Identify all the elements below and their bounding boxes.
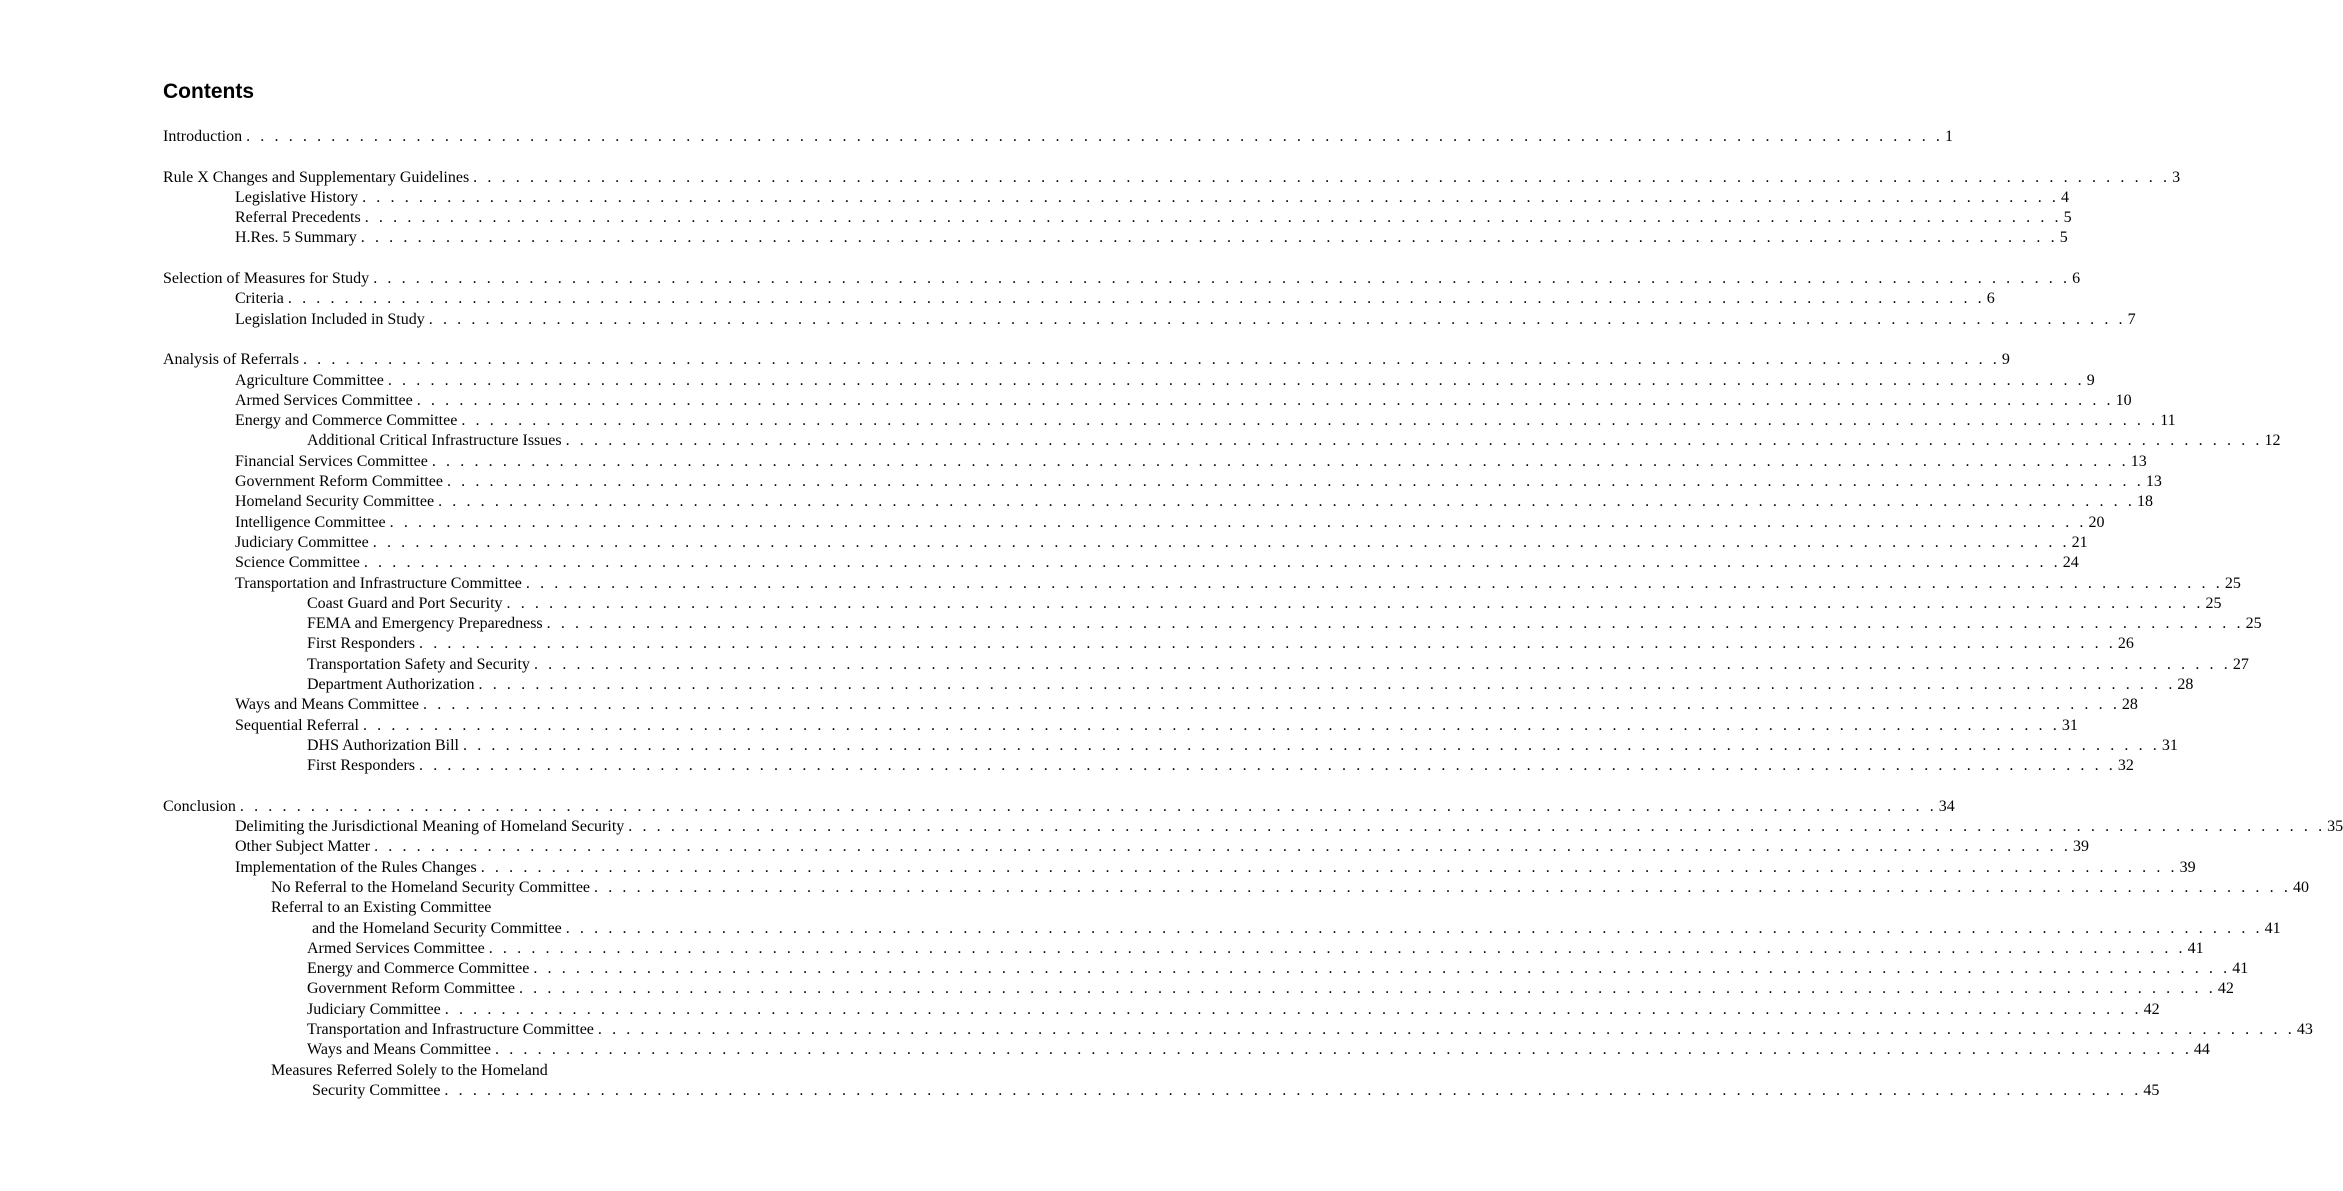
toc-entry[interactable] (163, 289, 1995, 309)
toc-entry-page-number: 39 (2072, 838, 2089, 856)
toc-entry-page-number: 31 (2161, 736, 2178, 754)
toc-entry-page-number: 45 (2143, 1081, 2160, 1099)
toc-entry-page-number: 39 (2179, 858, 2196, 876)
toc-entry-title: Legislative History (235, 188, 359, 206)
dot-leader: . . . . . . . . . . . . . . . . . . . . . . . . . . . . . . . . . . . . . . . . . . . . . . . . . . . . . . . . . . . . . . . . . . . . . . . . . . . . . . . . . . . . . . . . . . . . . . . . . . . . . . . . . . . . . . . . . . . . . . . . (461, 412, 2159, 430)
toc-entry-title: Implementation of the Rules Changes (235, 858, 477, 876)
toc-entry-page-number: 41 (2187, 939, 2204, 957)
dot-leader: . . . . . . . . . . . . . . . . . . . . . . . . . . . . . . . . . . . . . . . . . . . . . . . . . . . . . . . . . . . . . . . . . . . . . . . . . . . . . . . . . . . . . . . . . . . . . . . . . . . . . . . . . . . . . . . . . . . . . . . . (597, 1021, 2295, 1039)
toc-entry-page-number: 25 (2205, 594, 2222, 612)
toc-entry[interactable] (163, 837, 2089, 857)
toc-entry-page-number: 6 (2072, 270, 2081, 288)
dot-leader: . . . . . . . . . . . . . . . . . . . . . . . . . . . . . . . . . . . . . . . . . . . . . . . . . . . . . . . . . . . . . . . . . . . . . . . . . . . . . . . . . . . . . . . . . . . . . . . . . . . . . . . . . . . . . . . . . . . . . . . . (419, 635, 2116, 653)
toc-entry-title: Referral Precedents (235, 209, 361, 227)
dot-leader: . . . . . . . . . . . . . . . . . . . . . . . . . . . . . . . . . . . . . . . . . . . . . . . . . . . . . . . . . . . . . . . . . . . . . . . . . . . . . . . . . . . . . . . . . . . . . . . . . . . . . . . . . . . . . . . . . . . . . . . . (363, 554, 2061, 572)
contents-heading: Contents (163, 80, 254, 103)
dot-leader: . . . . . . . . . . . . . . . . . . . . . . . . . . . . . . . . . . . . . . . . . . . . . . . . . . . . . . . . . . . . . . . . . . . . . . . . . . . . . . . . . . . . . . . . . . . . . . . . . . . . . . . . . . . . . . . . . . . . . . . . (419, 757, 2116, 775)
toc-entry[interactable] (163, 492, 2153, 512)
toc-entry-title: No Referral to the Homeland Security Committee (271, 878, 591, 896)
toc-entry-page-number: 9 (2086, 371, 2095, 389)
toc-entry-page-number: 34 (1938, 797, 1955, 815)
dot-leader: . . . . . . . . . . . . . . . . . . . . . . . . . . . . . . . . . . . . . . . . . . . . . . . . . . . . . . . . . . . . . . . . . . . . . . . . . . . . . . . . . . . . . . . . . . . . . . . . . . . . . . . . . . . . . . . . . . . . . . . . (364, 209, 2062, 227)
toc-entry-page-number: 42 (2217, 980, 2234, 998)
toc-entry-page-number: 11 (2160, 412, 2176, 430)
toc-entry-title: Additional Critical Infrastructure Issues (307, 432, 562, 450)
dot-leader: . . . . . . . . . . . . . . . . . . . . . . . . . . . . . . . . . . . . . . . . . . . . . . . . . . . . . . . . . . . . . . . . . . . . . . . . . . . . . . . . . . . . . . . . . . . . . . . . . . . . . . . . . . . . . . . . . . . . . . . . (239, 797, 1937, 815)
toc-entry-title: Legislation Included in Study (235, 310, 425, 328)
dot-leader: . . . . . . . . . . . . . . . . . . . . . . . . . . . . . . . . . . . . . . . . . . . . . . . . . . . . . . . . . . . . . . . . . . . . . . . . . . . . . . . . . . . . . . . . . . . . . . . . . . . . . . . . . . . . . . . . . . . . . . . . (463, 736, 2160, 754)
toc-entry-page-number: 31 (2061, 716, 2078, 734)
dot-leader: . . . . . . . . . . . . . . . . . . . . . . . . . . . . . . . . . . . . . . . . . . . . . . . . . . . . . . . . . . . . . . . . . . . . . . . . . . . . . . . . . . . . . . . . . . . . . . . . . . . . . . . . . . . . . . . . . . . . . . . . (518, 980, 2216, 998)
toc-entry-title: Rule X Changes and Supplementary Guidelines (163, 168, 470, 186)
toc-entry-page-number: 40 (2292, 878, 2309, 896)
dot-leader: . . . . . . . . . . . . . . . . . . . . . . . . . . . . . . . . . . . . . . . . . . . . . . . . . . . . . . . . . . . . . . . . . . . . . . . . . . . . . . . . . . . . . . . . . . . . . . . . . . . . . . . . . . . . . . . . . . . . . . . . (594, 878, 2291, 896)
dot-leader: . . . . . . . . . . . . . . . . . . . . . . . . . . . . . . . . . . . . . . . . . . . . . . . . . . . . . . . . . . . . . . . . . . . . . . . . . . . . . . . . . . . . . . . . . . . . . . . . . . . . . . . . . . . . . . . . . . . . . . . . (444, 1000, 2142, 1018)
toc-entry-title: Government Reform Committee (307, 980, 515, 998)
toc-entry-page-number: 9 (2001, 351, 2010, 369)
dot-leader: . . . . . . . . . . . . . . . . . . . . . . . . . . . . . . . . . . . . . . . . . . . . . . . . . . . . . . . . . . . . . . . . . . . . . . . . . . . . . . . . . . . . . . . . . . . . . . . . . . . . . . . . . . . . . . . . . . . . . . . . (628, 818, 2326, 836)
toc-entry[interactable] (163, 168, 2181, 188)
toc-entry-page-number: 13 (2145, 473, 2162, 491)
dot-leader: . . . . . . . . . . . . . . . . . . . . . . . . . . . . . . . . . . . . . . . . . . . . . . . . . . . . . . . . . . . . . . . . . . . . . . . . . . . . . . . . . . . . . . . . . . . . . . . . . . . . . . . . . . . . . . . . . . . . . . . . (438, 493, 2135, 511)
toc-entry-page-number: 25 (2224, 574, 2241, 592)
toc-entry[interactable] (163, 634, 2134, 654)
dot-leader: . . . . . . . . . . . . . . . . . . . . . . . . . . . . . . . . . . . . . . . . . . . . . . . . . . . . . . . . . . . . . . . . . . . . . . . . . . . . . . . . . . . . . . . . . . . . . . . . . . . . . . . . . . . . . . . . . . . . . . . . (495, 1041, 2192, 1059)
dot-leader: . . . . . . . . . . . . . . . . . . . . . . . . . . . . . . . . . . . . . . . . . . . . . . . . . . . . . . . . . . . . . . . . . . . . . . . . . . . . . . . . . . . . . . . . . . . . . . . . . . . . . . . . . . . . . . . . . . . . . . . . (423, 696, 2120, 714)
dot-leader: . . . . . . . . . . . . . . . . . . . . . . . . . . . . . . . . . . . . . . . . . . . . . . . . . . . . . . . . . . . . . . . . . . . . . . . . . . . . . . . . . . . . . . . . . . . . . . . . . . . . . . . . . . . . . . . . . . . . . . . . (444, 1081, 2142, 1099)
toc-entry-page-number: 10 (2115, 391, 2132, 409)
toc-entry-page-number: 5 (2059, 229, 2068, 247)
toc-entry-page-number: 5 (2063, 209, 2072, 227)
dot-leader: . . . . . . . . . . . . . . . . . . . . . . . . . . . . . . . . . . . . . . . . . . . . . . . . . . . . . . . . . . . . . . . . . . . . . . . . . . . . . . . . . . . . . . . . . . . . . . . . . . . . . . . . . . . . . . . . . . . . . . . . (389, 513, 2087, 531)
toc-entry-title: Other Subject Matter (235, 838, 371, 856)
toc-entry[interactable] (163, 655, 2249, 675)
toc-entry-page-number: 3 (2172, 168, 2181, 186)
toc-entry-page-number: 25 (2245, 615, 2262, 633)
toc-entry-title: Analysis of Referrals (163, 351, 299, 369)
toc-entry[interactable] (163, 898, 758, 918)
toc-entry-page-number: 12 (2264, 432, 2281, 450)
toc-entry[interactable] (163, 553, 2079, 573)
toc-entry-page-number: 6 (1986, 290, 1995, 308)
toc-entry-title: Coast Guard and Port Security (307, 594, 503, 612)
dot-leader: . . . . . . . . . . . . . . . . . . . . . . . . . . . . . . . . . . . . . . . . . . . . . . . . . . . . . . . . . . . . . . . . . . . . . . . . . . . . . . . . . . . . . . . . . . . . . . . . . . . . . . . . . . . . . . . . . . . . . . . . (565, 919, 2263, 937)
toc-entry-title: Ways and Means Committee (307, 1041, 492, 1059)
dot-leader: . . . . . . . . . . . . . . . . . . . . . . . . . . . . . . . . . . . . . . . . . . . . . . . . . . . . . . . . . . . . . . . . . . . . . . . . . . . . . . . . . . . . . . . . . . . . . . . . . . . . . . . . . . . . . . . . . . . . . . . . (416, 391, 2114, 409)
dot-leader: . . . . . . . . . . . . . . . . . . . . . . . . . . . . . . . . . . . . . . . . . . . . . . . . . . . . . . . . . . . . . . . . . . . . . . . . . . . . . . . . . . . . . . . . . . . . . . . . . . . . . . . . . . . . . . . . . . . . . . . . (362, 188, 2059, 206)
toc-entry-page-number: 41 (2264, 919, 2281, 937)
toc-entry[interactable] (163, 979, 2234, 999)
toc-entry-page-number: 28 (2177, 676, 2194, 694)
toc-entry-title: Homeland Security Committee (235, 493, 435, 511)
toc-entry-title: Judiciary Committee (235, 533, 369, 551)
toc-entry[interactable] (163, 513, 2105, 533)
toc-entry-page-number: 18 (2136, 493, 2153, 511)
dot-leader: . . . . . . . . . . . . . . . . . . . . . . . . . . . . . . . . . . . . . . . . . . . . . . . . . . . . . . . . . . . . . . . . . . . . . . . . . . . . . . . . . . . . . . . . . . . . . . . . . . . . . . . . . . . . . . . . . . . . . . . . (428, 310, 2126, 328)
toc-entry-page-number: 1 (1945, 128, 1953, 145)
toc-entry-title: Referral to an Existing Committee (271, 899, 492, 917)
toc-entry-title: Energy and Commerce Committee (235, 412, 458, 430)
dot-leader: . . . . . . . . . . . . . . . . . . . . . . . . . . . . . . . . . . . . . . . . . . . . . . . . . . . . . . . . . . . . . . . . . . . . . . . . . . . . . . . . . . . . . . . . . . . . . . . . . . . . . . . . . . . . . . . . . . . . . . . . (478, 676, 2176, 694)
toc-entry-title: Selection of Measures for Study (163, 270, 370, 288)
toc-entry-page-number: 24 (2062, 554, 2079, 572)
toc-entry[interactable] (163, 391, 2132, 411)
dot-leader: . . . . . . . . . . . . . . . . . . . . . . . . . . . . . . . . . . . . . . . . . . . . . . . . . . . . . . . . . . . . . . . . . . . . . . . . . . . . . . . . . . . . . . . . . . . . . . . . . . . . . . . . . . . . . . . . . . . . . . . . (372, 533, 2070, 551)
dot-leader: . . . . . . . . . . . . . . . . . . . . . . . . . . . . . . . . . . . . . . . . . . . . . . . . . . . . . . . . . . . . . . . . . . . . . . . . . . . . . . . . . . . . . . . . . . . . . . . . . . . . . . . . . . . . . . . . . . . . . . . . (488, 939, 2186, 957)
toc-entry-page-number: 43 (2296, 1021, 2313, 1039)
dot-leader: . . . . . . . . . . . . . . . . . . . . . . . . . . . . . . . . . . . . . . . . . . . . . . . . . . . . . . . . . . . . . . . . . . . . . . . . . . . . . . . . . . . . . . . . . . . . . . . . . . . . . . . . . . . . . . . . . . . . . . . . (446, 473, 2144, 491)
toc-entry-page-number: 7 (2127, 310, 2136, 328)
dot-leader: . . . . . . . . . . . . . . . . . . . . . . . . . . . . . . . . . . . . . . . . . . . . . . . . . . . . . . . . . . . . . . . . . . . . . . . . . . . . . . . . . . . . . . . . . . . . . . . . . . . . . . . . . . . . . . . . . . . . . . . . (360, 229, 2058, 247)
dot-leader: . . . . . . . . . . . . . . . . . . . . . . . . . . . . . . . . . . . . . . . . . . . . . . . . . . . . . . . . . . . . . . . . . . . . . . . . . . . . . . . . . . . . . . . . . . . . . . . . . . . . . . . . . . . . . . . . . . . . . . . . (533, 960, 2231, 978)
toc-entry-title: FEMA and Emergency Preparedness (307, 615, 543, 633)
dot-leader: . . . . . . . . . . . . . . . . . . . . . . . . . . . . . . . . . . . . . . . . . . . . . . . . . . . . . . . . . . . . . . . . . . . . . . . . . . . . . . . . . . . . . . . . . . . . . . . . . . . . . . . . . . . . . . . . . . . . . . . . (362, 716, 2060, 734)
toc-entry[interactable] (163, 858, 2196, 878)
toc-entry-title: Armed Services Committee (307, 939, 485, 957)
toc-entry[interactable] (163, 1040, 2210, 1060)
toc-entry[interactable] (163, 614, 2262, 634)
toc-entry[interactable] (163, 228, 2068, 248)
dot-leader: . . . . . . . . . . . . . . . . . . . . . . . . . . . . . . . . . . . . . . . . . . . . . . . . . . . . . . . . . . . . . . . . . . . . . . . . . . . . . . . . . . . . . . . . . . . . . . . . . . . . . . . . . . . . . . . . . . . . . . . . (525, 574, 2223, 592)
toc-entry-page-number: 20 (2088, 513, 2105, 531)
toc-entry-page-number: 26 (2117, 635, 2134, 653)
dot-leader: . . . . . . . . . . . . . . . . . . . . . . . . . . . . . . . . . . . . . . . . . . . . . . . . . . . . . . . . . . . . . . . . . . . . . . . . . . . . . . . . . . . . . . . . . . . . . . . . . . . . . . . . . . . . . . . . . . . . . . . . (473, 168, 2171, 186)
toc-entry-title: Measures Referred Solely to the Homeland (271, 1061, 548, 1079)
toc-entry[interactable] (163, 736, 2178, 756)
toc-entry[interactable] (163, 371, 2095, 391)
toc-entry-title: Department Authorization (307, 676, 475, 694)
toc-entry[interactable] (163, 472, 2162, 492)
toc-entry[interactable] (163, 1020, 2313, 1040)
toc-entry-title: Judiciary Committee (307, 1000, 441, 1018)
toc-entry[interactable] (163, 878, 2309, 898)
dot-leader: . . . . . . . . . . . . . . . . . . . . . . . . . . . . . . . . . . . . . . . . . . . . . . . . . . . . . . . . . . . . . . . . . . . . . . . . . . . . . . . . . . . . . . . . . . . . . . . . . . . . . . . . . . . . . . . . . . . . . . . . (546, 615, 2244, 633)
dot-leader: . . . . . . . . . . . . . . . . . . . . . . . . . . . . . . . . . . . . . . . . . . . . . . . . . . . . . . . . . . . . . . . . . . . . . . . . . . . . . . . . . . . . . . . . . . . . . . . . . . . . . . . . . . . . . . . . . . . . . . . . (374, 838, 2071, 856)
toc-entry[interactable] (163, 797, 1955, 817)
toc-entry-page-number: 13 (2130, 452, 2147, 470)
dot-leader: . . . . . . . . . . . . . . . . . . . . . . . . . . . . . . . . . . . . . . . . . . . . . . . . . . . . . . . . . . . . . . . . . . . . . . . . . . . . . . . . . . . . . . . . . . . . . . . . . . . . . . . . . . . . . . . . . . . . . . . . (287, 290, 1985, 308)
dot-leader: . . . . . . . . . . . . . . . . . . . . . . . . . . . . . . . . . . . . . . . . . . . . . . . . . . . . . . . . . . . . . . . . . . . . . . . . . . . . . . . . . . . . . . . . . . . . . . . . . . . . . . . . . . . . . . . . . . . . . . . . (246, 128, 1943, 145)
toc-entry-page-number: 27 (2232, 655, 2249, 673)
toc-entry[interactable] (163, 188, 2069, 208)
toc-entry[interactable] (163, 574, 2241, 594)
dot-leader: . . . . . . . . . . . . . . . . . . . . . . . . . . . . . . . . . . . . . . . . . . . . . . . . . . . . . . . . . . . . . . . . . . . . . . . . . . . . . . . . . . . . . . . . . . . . . . . . . . . . . . . . . . . . . . . . . . . . . . . . (480, 858, 2178, 876)
dot-leader: . . . . . . . . . . . . . . . . . . . . . . . . . . . . . . . . . . . . . . . . . . . . . . . . . . . . . . . . . . . . . . . . . . . . . . . . . . . . . . . . . . . . . . . . . . . . . . . . . . . . . . . . . . . . . . . . . . . . . . . . (387, 371, 2085, 389)
toc-entry[interactable] (163, 269, 2081, 289)
toc-entry-title: Transportation Safety and Security (307, 655, 530, 673)
toc-entry[interactable] (163, 959, 2249, 979)
toc-entry-page-number: 32 (2117, 757, 2134, 775)
toc-entry[interactable] (163, 919, 2281, 939)
toc-entry-title: Financial Services Committee (235, 452, 428, 470)
toc-entry[interactable] (163, 127, 1953, 147)
dot-leader: . . . . . . . . . . . . . . . . . . . . . . . . . . . . . . . . . . . . . . . . . . . . . . . . . . . . . . . . . . . . . . . . . . . . . . . . . . . . . . . . . . . . . . . . . . . . . . . . . . . . . . . . . . . . . . . . . . . . . . . . (533, 655, 2231, 673)
toc-entry[interactable] (163, 594, 2222, 614)
toc-entry[interactable] (163, 756, 2134, 776)
toc-entry[interactable] (163, 411, 2176, 431)
toc-entry-title: Sequential Referral (235, 716, 359, 734)
toc-entry-page-number: 4 (2061, 188, 2069, 206)
toc-entry[interactable] (163, 817, 2343, 837)
toc-entry-title: Transportation and Infrastructure Committee (307, 1021, 594, 1039)
toc-entry-title: Government Reform Committee (235, 473, 443, 491)
toc-entry-title: Science Committee (235, 554, 360, 572)
toc-entry-title: DHS Authorization Bill (307, 736, 459, 754)
toc-entry[interactable] (163, 695, 2138, 715)
toc-entry-page-number: 41 (2232, 960, 2249, 978)
dot-leader: . . . . . . . . . . . . . . . . . . . . . . . . . . . . . . . . . . . . . . . . . . . . . . . . . . . . . . . . . . . . . . . . . . . . . . . . . . . . . . . . . . . . . . . . . . . . . . . . . . . . . . . . . . . . . . . . . . . . . . . . (302, 351, 2000, 369)
toc-entry-page-number: 42 (2143, 1000, 2160, 1018)
toc-entry-title: First Responders (307, 635, 415, 653)
toc-entry-title: Armed Services Committee (235, 391, 413, 409)
toc-entry[interactable] (163, 431, 2281, 451)
toc-entry-title: First Responders (307, 757, 415, 775)
toc-entry-title: Introduction (163, 128, 243, 145)
toc-entry-title: Intelligence Committee (235, 513, 386, 531)
table-of-contents (163, 127, 2343, 1101)
toc-entry-page-number: 44 (2193, 1041, 2210, 1059)
toc-entry-title: Transportation and Infrastructure Committee (235, 574, 522, 592)
toc-entry-title: Criteria (235, 290, 284, 308)
toc-entry[interactable] (163, 350, 2010, 370)
toc-entry-title: H.Res. 5 Summary (235, 229, 357, 247)
toc-entry[interactable] (163, 208, 2072, 228)
toc-entry-title: Security Committee (312, 1081, 441, 1099)
toc-entry[interactable] (163, 716, 2078, 736)
toc-entry[interactable] (163, 1000, 2160, 1020)
toc-entry[interactable] (163, 939, 2204, 959)
toc-entry[interactable] (163, 1081, 2160, 1101)
toc-entry-title: Energy and Commerce Committee (307, 960, 530, 978)
toc-entry-title: Delimiting the Jurisdictional Meaning of Homeland Security (235, 818, 625, 836)
toc-entry[interactable] (163, 675, 2194, 695)
toc-entry[interactable] (163, 452, 2147, 472)
toc-entry[interactable] (163, 1061, 758, 1081)
toc-entry[interactable] (163, 533, 2088, 553)
dot-leader: . . . . . . . . . . . . . . . . . . . . . . . . . . . . . . . . . . . . . . . . . . . . . . . . . . . . . . . . . . . . . . . . . . . . . . . . . . . . . . . . . . . . . . . . . . . . . . . . . . . . . . . . . . . . . . . . . . . . . . . . (506, 594, 2204, 612)
dot-leader: . . . . . . . . . . . . . . . . . . . . . . . . . . . . . . . . . . . . . . . . . . . . . . . . . . . . . . . . . . . . . . . . . . . . . . . . . . . . . . . . . . . . . . . . . . . . . . . . . . . . . . . . . . . . . . . . . . . . . . . . (373, 270, 2071, 288)
toc-entry-page-number: 35 (2327, 818, 2343, 836)
toc-entry-title: Ways and Means Committee (235, 696, 420, 714)
toc-entry-page-number: 21 (2071, 533, 2088, 551)
toc-entry[interactable] (163, 310, 2136, 330)
dot-leader: . . . . . . . . . . . . . . . . . . . . . . . . . . . . . . . . . . . . . . . . . . . . . . . . . . . . . . . . . . . . . . . . . . . . . . . . . . . . . . . . . . . . . . . . . . . . . . . . . . . . . . . . . . . . . . . . . . . . . . . . (431, 452, 2129, 470)
dot-leader: . . . . . . . . . . . . . . . . . . . . . . . . . . . . . . . . . . . . . . . . . . . . . . . . . . . . . . . . . . . . . . . . . . . . . . . . . . . . . . . . . . . . . . . . . . . . . . . . . . . . . . . . . . . . . . . . . . . . . . . . (565, 432, 2263, 450)
toc-entry-title: Conclusion (163, 797, 236, 815)
toc-entry-page-number: 28 (2121, 696, 2138, 714)
toc-entry-title: and the Homeland Security Committee (312, 919, 562, 937)
toc-entry-title: Agriculture Committee (235, 371, 384, 389)
